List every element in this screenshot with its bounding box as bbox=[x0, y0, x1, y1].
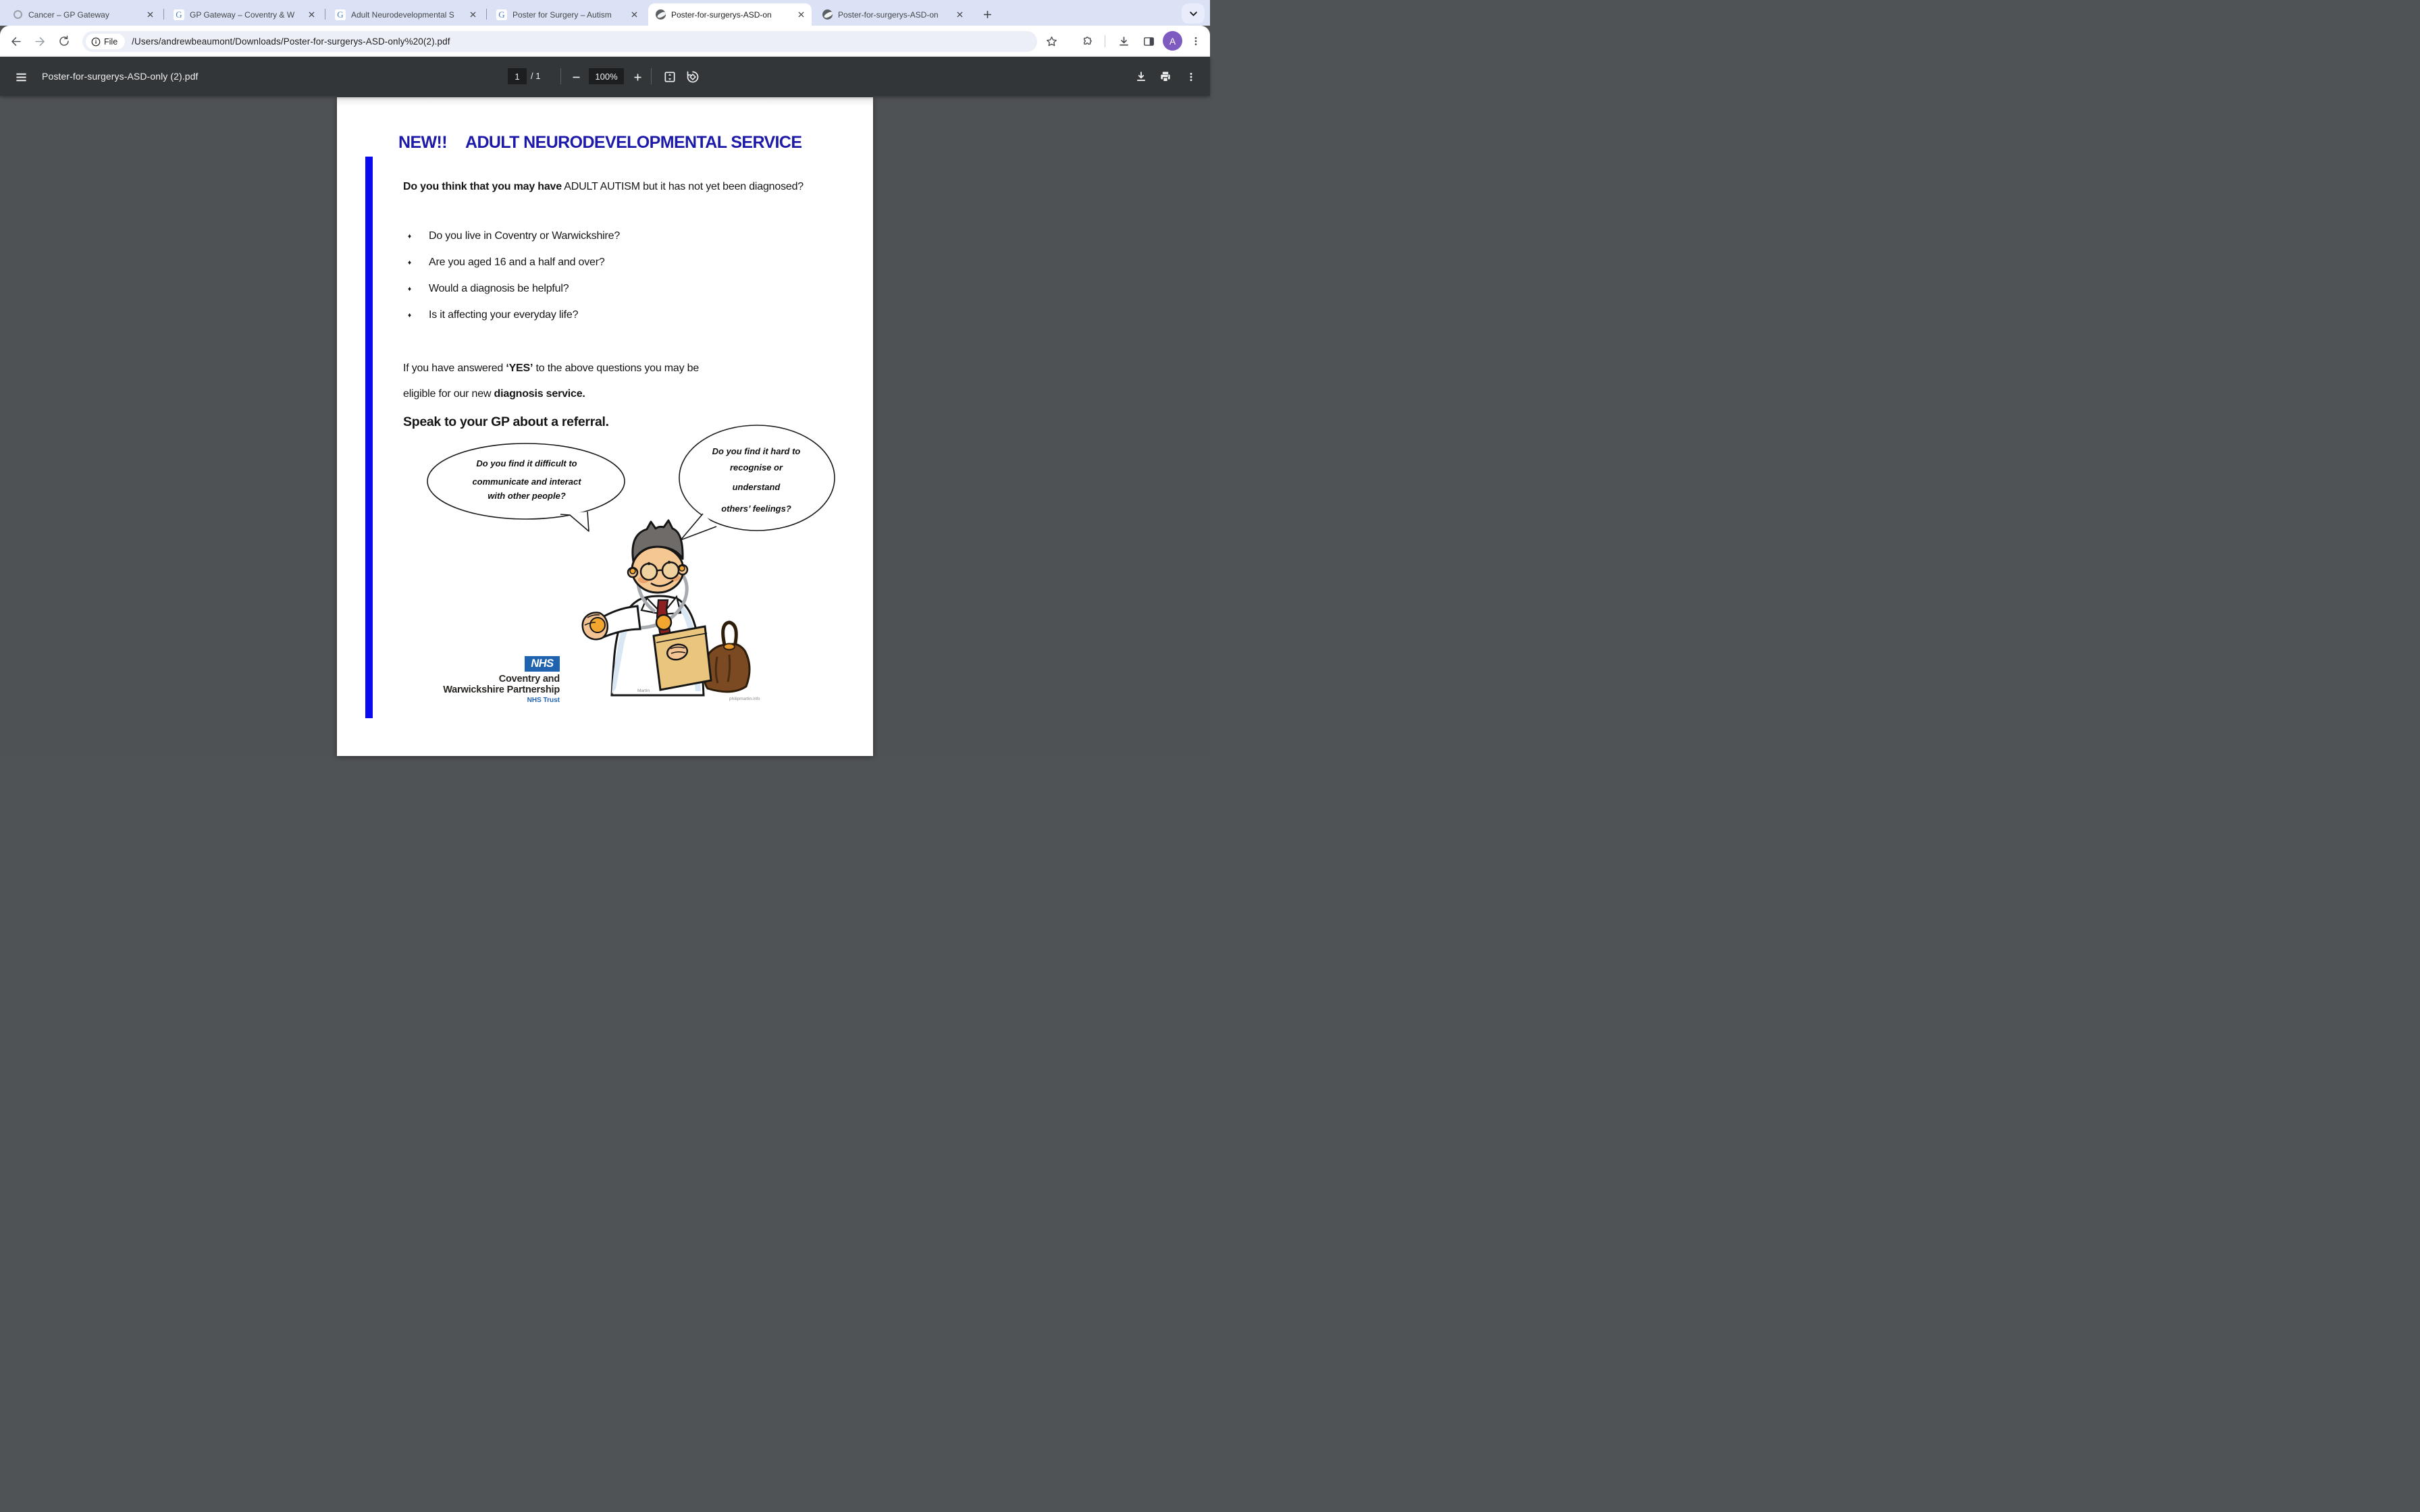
tab-divider bbox=[163, 9, 164, 20]
zoom-level-input[interactable]: 100% bbox=[589, 68, 624, 84]
tab-poster-for-surgery[interactable] bbox=[490, 3, 645, 26]
answered-line: If you have answered ‘YES’ to the above questions you may be bbox=[403, 362, 700, 374]
print-icon[interactable] bbox=[1156, 68, 1175, 86]
pdf-menu-hamburger-icon[interactable] bbox=[12, 68, 30, 86]
pdf-page bbox=[337, 97, 873, 756]
bullet-item: ♦ Are you aged 16 and a half and over? bbox=[408, 256, 605, 268]
tab-close-icon[interactable] bbox=[467, 9, 478, 20]
forward-icon[interactable] bbox=[30, 31, 50, 51]
intro-line: Do you think that you may have ADULT AUTISM but it has not yet been diagnosed? bbox=[403, 181, 804, 192]
tab-cancer-gp-gateway[interactable] bbox=[5, 3, 161, 26]
back-icon[interactable] bbox=[5, 31, 26, 51]
pdf-favicon-icon bbox=[655, 9, 666, 20]
pdf-toolbar-divider bbox=[651, 68, 652, 84]
diamond-bullet-icon: ♦ bbox=[408, 232, 412, 240]
tab-close-icon[interactable] bbox=[306, 9, 317, 20]
tab-adult-neurodevelopmental[interactable] bbox=[328, 3, 483, 26]
diamond-bullet-icon: ♦ bbox=[408, 259, 412, 267]
tab-title: GP Gateway – Coventry & W bbox=[190, 9, 295, 20]
speech-bubble-left: Do you find it difficult to communicate and interact with other people? bbox=[427, 443, 627, 544]
speak-to-gp-line: Speak to your GP about a referral. bbox=[403, 414, 609, 429]
tab-search-chevron-icon[interactable] bbox=[1182, 3, 1205, 24]
title-main: ADULT NEURODEVELOPMENTAL SERVICE bbox=[465, 133, 802, 152]
info-icon bbox=[91, 37, 101, 47]
tab-strip bbox=[0, 0, 1210, 26]
file-chip[interactable] bbox=[86, 34, 125, 49]
file-chip-label: File bbox=[104, 36, 118, 47]
nhs-line2: Warwickshire Partnership bbox=[443, 684, 560, 695]
zoom-out-icon[interactable] bbox=[567, 68, 585, 86]
nhs-line3: NHS Trust bbox=[527, 697, 560, 704]
profile-avatar[interactable]: A bbox=[1163, 31, 1182, 51]
page-number-input[interactable]: 1 bbox=[508, 68, 527, 84]
doctor-clipart bbox=[575, 512, 763, 699]
left-accent-bar bbox=[365, 157, 373, 718]
tab-gp-gateway-coventry[interactable] bbox=[167, 3, 322, 26]
tab-close-icon[interactable] bbox=[795, 9, 806, 20]
tab-poster-pdf-2[interactable] bbox=[815, 3, 970, 26]
fit-to-page-icon[interactable] bbox=[660, 68, 679, 86]
new-tab-button[interactable] bbox=[978, 5, 997, 24]
site-favicon-icon: G bbox=[335, 9, 346, 20]
tab-close-icon[interactable] bbox=[954, 9, 965, 20]
tab-title: Poster for Surgery – Autism bbox=[512, 9, 612, 20]
pdf-viewer-canvas[interactable] bbox=[0, 96, 1210, 756]
pdf-favicon-icon bbox=[822, 9, 833, 20]
diamond-bullet-icon: ♦ bbox=[408, 285, 412, 293]
tab-title: Cancer – GP Gateway bbox=[28, 9, 109, 20]
browser-toolbar bbox=[0, 26, 1210, 57]
pdf-download-icon[interactable] bbox=[1132, 68, 1151, 86]
browser-menu-kebab-icon[interactable] bbox=[1186, 32, 1205, 51]
pdf-toolbar bbox=[0, 57, 1210, 96]
tab-title: Poster-for-surgerys-ASD-on bbox=[838, 9, 939, 20]
pdf-filename: Poster-for-surgerys-ASD-only (2).pdf bbox=[42, 71, 199, 82]
poster-title bbox=[398, 133, 801, 153]
tab-poster-pdf-active[interactable] bbox=[648, 3, 812, 26]
site-favicon-icon: G bbox=[174, 9, 184, 20]
nhs-line1: Coventry and bbox=[498, 674, 560, 684]
site-credit: philipmartin.info bbox=[729, 697, 760, 701]
address-bar[interactable] bbox=[82, 31, 1037, 52]
tab-close-icon[interactable] bbox=[144, 9, 155, 20]
url-text: /Users/andrewbeaumont/Downloads/Poster-for-surgerys-ASD-only%20(2).pdf bbox=[132, 36, 450, 47]
zoom-in-icon[interactable] bbox=[629, 68, 646, 86]
side-panel-icon[interactable] bbox=[1139, 32, 1158, 51]
speech-bubble-right: Do you find it hard to recognise or understand others’ feelings? bbox=[677, 424, 835, 545]
tab-divider bbox=[486, 9, 487, 20]
nhs-logo-box: NHS bbox=[525, 656, 560, 672]
bookmark-star-icon[interactable] bbox=[1042, 32, 1061, 51]
eligible-line: eligible for our new diagnosis service. bbox=[403, 388, 585, 400]
bullet-item: ♦ Is it affecting your everyday life? bbox=[408, 309, 579, 321]
bullet-item: ♦ Do you live in Coventry or Warwickshire? bbox=[408, 230, 621, 242]
tab-close-icon[interactable] bbox=[629, 9, 639, 20]
pdf-menu-kebab-icon[interactable] bbox=[1182, 68, 1201, 86]
site-favicon-icon bbox=[12, 9, 23, 20]
extensions-icon[interactable] bbox=[1078, 32, 1097, 51]
downloads-icon[interactable] bbox=[1114, 32, 1133, 51]
reload-icon[interactable] bbox=[54, 31, 74, 51]
artist-credit: Martin bbox=[637, 688, 650, 693]
diamond-bullet-icon: ♦ bbox=[408, 311, 412, 319]
rotate-icon[interactable] bbox=[683, 68, 702, 86]
page-count-label: / 1 bbox=[531, 71, 541, 81]
pdf-toolbar-divider bbox=[560, 68, 561, 84]
site-favicon-icon: G bbox=[496, 9, 507, 20]
bullet-item: ♦ Would a diagnosis be helpful? bbox=[408, 283, 569, 294]
tab-title: Poster-for-surgerys-ASD-on bbox=[671, 9, 772, 20]
tab-title: Adult Neurodevelopmental S bbox=[351, 9, 454, 20]
title-new: NEW!! bbox=[398, 133, 447, 152]
